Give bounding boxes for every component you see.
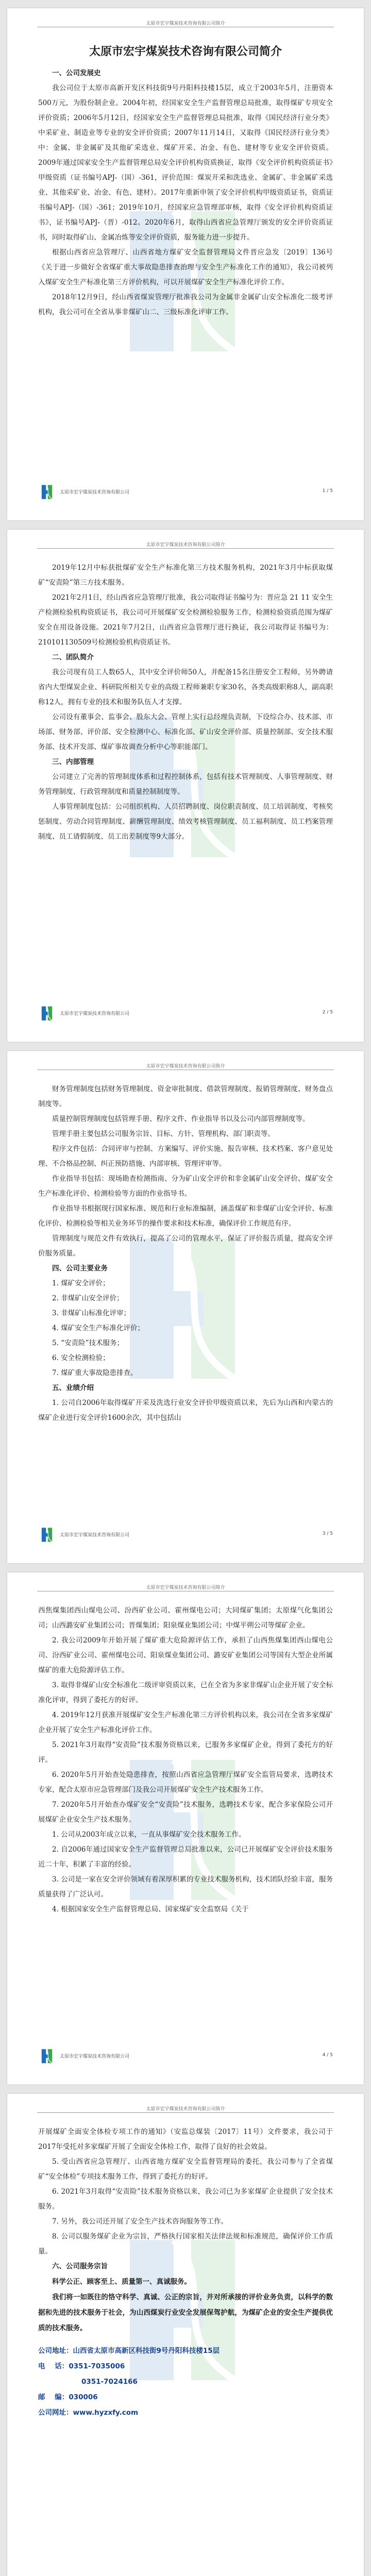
paragraph: 质量控制管理制度包括管理手册、程序文件、作业指导书以及公司内部管理制度等。	[52, 1115, 310, 1123]
section-heading: 一、公司发展史	[52, 69, 101, 77]
footer-company-name: 太原市宏宇煤炭技术咨询有限公司	[60, 490, 130, 495]
paragraph: 根据山西省应急管理厅、山西省地方煤矿安全监督管理局文件晋应急发〔2019〕136号《关于进一步做好全省煤矿重大事故隐患排查治理与安全生产标准化工作的通知》，我公司被列入煤矿安全生产标准化第三方评价机构，可以开展煤矿安全生产标准化评价工作。	[38, 248, 333, 286]
website-label: 公司网址：	[38, 2409, 73, 2417]
paragraph: 财务管理制度包括财务管理制度、资金审批制度、借款管理制度、报销管理制度、财务盘点制度等。	[38, 1085, 333, 1108]
paragraph: 公司设有董事会、监事会、股东大会、管理上实行总经理负责制，下设综合办、技术部、市场部、财务部、评价部、安全检测中心、标准化部、矿山安全评价部、质量控制部、安全技术服务部、技术开发部、煤矿事故调查分析中心等职能部门。	[38, 713, 333, 751]
page-footer	[38, 2047, 333, 2066]
paragraph: 6. 2020年5月开始查处隐患排查，按照山西省应急管理厅煤矿安全监管局要求，选聘技术专家，配合太原市应急管理部门及我公司开展煤矿安全生产技术服务工作。	[38, 1771, 333, 1794]
page-number: 2 / 5	[322, 1010, 333, 1015]
paragraph: 作业指导书包括：现场勘查检测指南、分为矿山安全评价和非金属矿山安全评价、煤矿安全生产标准化评价、检测检验等方面的作业指导书。	[38, 1175, 333, 1198]
list-item: 7. 煤矿重大事故隐患排查。	[52, 1369, 138, 1377]
list-item: 2. 非煤矿山安全评价；	[52, 1294, 124, 1302]
page-footer	[38, 1526, 333, 1545]
paragraph: 8. 公司以服务煤矿企业为宗旨，严格执行国家相关法律法规和标准规范，确保评价工作质量。	[38, 2232, 333, 2256]
page-body	[38, 561, 333, 844]
paragraph: 6. 2021年3月取得“安责险”技术服务资格以来，我公司已为多家煤矿企业提供了安全技术服务。	[38, 2188, 333, 2211]
page-number: 3 / 5	[322, 1531, 333, 1536]
page-2	[7, 530, 364, 1042]
section-heading: 四、公司主要业务	[52, 1264, 108, 1273]
paragraph: 2. 自2006年通过国家安全生产监督管理总局批准以来，公司已开展煤矿安全评价技术服务近二十年，积累了丰富的经验。	[38, 1845, 333, 1869]
page-footer	[38, 483, 333, 502]
page-body	[38, 1082, 333, 1426]
phone-value-2[interactable]: 0351-7024166	[81, 2378, 138, 2386]
paragraph: 5. 2021年3月取得“安责险”技术服务资格以来，已服务多家煤矿企业，得到了委托方的好评。	[38, 1741, 333, 1764]
page-number: 4 / 5	[322, 2053, 333, 2058]
running-header: 太原市宏宇煤炭技术咨询有限公司简介	[146, 543, 225, 548]
paragraph: 2. 我公司2009年开始开展了煤矿重大危险源评估工作，承担了山西焦煤集团西山煤电公司、汾西矿业公司、霍州煤电公司、阳泉煤业集团公司、潞安矿业集团公司等国有大型企业所属煤矿的重大危险源评估工作。	[38, 1636, 333, 1674]
contact-address-row	[38, 2343, 333, 2359]
running-header: 太原市宏宇煤炭技术咨询有限公司简介	[146, 1064, 225, 1069]
page-number: 1 / 5	[322, 488, 333, 494]
paragraph: 公司建立了完善的管理制度体系和过程控制体系，包括有技术管理制度、人事管理制度、财务管理制度、行政管理制度和质量控制制度等。	[38, 773, 333, 796]
list-item: 6. 安全检测检验；	[52, 1354, 110, 1362]
company-logo-icon	[38, 483, 56, 501]
section-heading: 二、团队简介	[52, 653, 94, 662]
header-divider	[37, 2112, 334, 2113]
list-item: 4. 煤矿安全生产标准化评价；	[52, 1324, 145, 1332]
paragraph: 我公司位于太原市高新开发区科技街9号丹阳科技楼15层，成立于2003年5月，注册资本500万元，为股份制企业。2004年初，经国家安全生产监督管理总局批准，取得煤矿专项安全评价资质；2006年5月12日，经国家安全生产监督管理总局批准，取得《国民经济行业分类》中采矿业、制造业等专业的安全评价资质；2007年11月14日，又取得《国民经济行业分类》中：金属、非金属矿及其他矿采选业、煤矿开采、冶金、有色、建材等专业安全评价资质。2009年通过国家安全生产监督管理总局安全评价机构资质换证，取得《安全评价机构资质证书》甲级资质（证书编号APJ-（国）-361，评价范围：煤炭开采和洗选业、金属矿、非金属矿采选业、其他采矿业、冶金、有色、建材）。2017年重新申领了安全评价机构甲级资质证书，资质证书编号APJ-（国）-361；2019年10月，经国家应急管理部审核，取得《安全评价机构资质证书》，证书编号APJ-（晋）-012。2020年6月，取得山西省应急管理厅颁发的安全评价资质证书，同时取得矿山、金属冶炼等安全评价资质，服务能力进一步提升。	[38, 84, 333, 242]
page-4	[7, 1572, 364, 2084]
list-item: 1. 煤矿安全评价；	[52, 1279, 110, 1287]
page-body	[38, 39, 333, 320]
company-logo-icon	[38, 1526, 56, 1544]
page-body	[38, 1603, 333, 1917]
address-value: 山西省太原市高新区科技街9号丹阳科技楼15层	[73, 2347, 220, 2355]
running-header: 太原市宏宇煤炭技术咨询有限公司简介	[146, 1585, 225, 1590]
page-1	[7, 8, 364, 520]
footer-company-name: 太原市宏宇煤炭技术咨询有限公司	[60, 1533, 130, 1538]
contact-postcode-row	[38, 2389, 333, 2405]
postcode-label: 邮 编：	[38, 2393, 69, 2401]
service-motto: 科学公正、顾客至上、质量第一、真诚服务。	[52, 2278, 191, 2286]
paragraph: 2021年2月1日，经山西省应急管理厅批准，我公司取得证书编号为：晋应急 21 11 安全生产检测检验机构资质证书，我公司可开展煤矿安全检测检验服务工作，检测检验资质范围为煤矿安全在用设备设施。2021年7月2日，山西省应急管理厅进行换证，我公司取得证书编号为：210101130509号检测检验机构资质证书。	[38, 594, 333, 647]
paragraph: 程序文件包括：合同评审与控制、方案编写、评价实施、报告审核、技术档案、客户意见处理、不合格品控制、纠正预防措施、内部审核、管理评审等。	[38, 1145, 333, 1168]
list-item: 5. “安责险”技术服务；	[52, 1339, 124, 1347]
contact-phone-row-2	[38, 2374, 333, 2389]
contact-block	[38, 2343, 333, 2420]
paragraph: 7. 另外，我公司还开展了安全生产技术咨询服务等工作。	[52, 2217, 228, 2226]
company-logo-icon	[38, 2047, 56, 2065]
contact-website-row	[38, 2405, 333, 2420]
footer-company-name: 太原市宏宇煤炭技术咨询有限公司	[60, 2054, 130, 2059]
page-footer	[38, 1005, 333, 1023]
paragraph: 2019年12月中标获批煤矿安全生产标准化第三方技术服务机构，2021年3月中标获取煤矿“安责险”第三方技术服务。	[38, 564, 333, 587]
section-heading: 三、内部管理	[52, 758, 94, 766]
contact-phone-row	[38, 2359, 333, 2374]
service-commitment: 我们将一如既往的恪守科学、真诚、公正的宗旨，并对所承接的评价业务负责，以科学的数据和先进的技术服务于社会，为山西煤炭行业安全发展保驾护航，为煤矿企业的安全生产提供优质的技术服务。	[38, 2293, 333, 2332]
paragraph: 7. 2020年5月开始查办煤矿安全“安责险”技术服务，选聘技术专家，配合多家保险公司开展煤矿企业安全生产技术服务。	[38, 1801, 333, 1824]
document-title: 太原市宏宇煤炭技术咨询有限公司简介	[89, 45, 282, 58]
paragraph: 2018年12月9日，经山西省煤炭管理厅批准我公司为金属非金属矿山安全标准化二级考评机构，我公司可在全省从事非煤矿山二、三级标准化评审工作。	[38, 293, 333, 316]
section-heading: 六、公司服务宗旨	[52, 2262, 108, 2270]
paragraph: 3. 取得非煤矿山安全标准化二级评审资质以来，已在全省为多家非煤矿山企业开展了安全标准化评审，得到了委托方的好评。	[38, 1681, 333, 1704]
phone-label: 电 话：	[38, 2362, 69, 2370]
paragraph: 1. 公司自2006年取得煤矿开采及洗选行业安全评价甲级资质以来，先后为山西和内蒙古的煤矿企业进行安全评价1600余次，其中包括山	[38, 1399, 333, 1422]
running-header: 太原市宏宇煤炭技术咨询有限公司简介	[146, 2107, 225, 2112]
paragraph: 管理制度与规范文件有效执行，提高了公司的管理水平，保证了评价报告质量，提高安全评价服务质量。	[38, 1234, 333, 1258]
section-heading: 五、业绩介绍	[52, 1384, 94, 1392]
paragraph: 人事管理制度包括：公司组织机构、人员招聘制度、岗位职责制度、员工培训制度、考核奖惩制度、劳动合同管理制度、薪酬管理制度、绩效考核管理制度、员工福利制度、员工档案管理制度、员工请假制度、员工出差制度等9大部分。	[38, 803, 333, 841]
page-3	[7, 1051, 364, 1563]
company-logo-icon	[38, 1005, 56, 1022]
paragraph: 西焦煤集团西山煤电公司、汾西矿业公司、霍州煤电公司；大同煤矿集团；太原煤气化集团公司；山西潞安矿业集团公司；晋煤集团；阳泉煤业集团公司；中煤平朔公司等煤矿企业。	[38, 1606, 333, 1630]
paragraph: 4. 根据国家安全生产监督管理总局、国家煤矿安全监察局《关于	[52, 1905, 249, 1913]
address-label: 公司地址：	[38, 2347, 73, 2355]
page-5	[7, 2094, 364, 2576]
header-divider	[37, 548, 334, 549]
paragraph: 1. 公司从2003年成立以来，一直从事煤矿安全技术服务工作。	[52, 1831, 246, 1839]
paragraph: 我公司现有员工人数65人，其中安全评价师50人，并配备15名注册安全工程师，另外聘请省内大型煤炭企业、科研院所相关专业的高级工程师兼职专家30名，各类高级职称8人，副高职称12人，拥有专业的技术和服务队伍人才支撑。	[38, 668, 333, 706]
footer-company-name: 太原市宏宇煤炭技术咨询有限公司	[60, 1011, 130, 1016]
paragraph: 开展煤矿全面安全体检专项工作的通知》（安监总煤装〔2017〕11号）文件要求，我公司于2017年受托对多家煤矿开展了全面安全体检工作，取得了良好的社会效益。	[38, 2128, 333, 2151]
paragraph: 作业指导书根据现行国家标准、规范和行业标准编制，涵盖煤矿和非煤矿山安全评价、标准化评价、检测检验等相关业务环节的操作要求和技术标准，确保评价工作规范有序。	[38, 1205, 333, 1228]
postcode-value: 030006	[69, 2393, 98, 2401]
page-body	[38, 2125, 333, 2420]
paragraph: 管理手册主要包括公司服务宗旨、目标、方针、管理机构、部门职责等。	[52, 1130, 275, 1138]
running-header: 太原市宏宇煤炭技术咨询有限公司简介	[146, 21, 225, 26]
paragraph: 5. 受山西省应急管理厅、山西省地方煤矿安全监督管理局的委托，我公司参与了全省煤矿“安全体检”专项技术服务工作，得到了委托方的好评。	[38, 2158, 333, 2181]
paragraph: 4. 2019年12月获准开展煤矿安全生产标准化第三方评价机构以来，我公司在全省多家煤矿企业开展了安全生产标准化评价工作。	[38, 1711, 333, 1734]
list-item: 3. 非煤矿山标准化评审；	[52, 1309, 131, 1317]
phone-value-1[interactable]: 0351-7035006	[69, 2362, 125, 2370]
website-link[interactable]: www.hyzxfy.com	[73, 2409, 139, 2417]
paragraph: 3. 公司是一家在安全评价领域有着深厚积累的专业技术服务机构，技术团队经验丰富，服务质量获得了广泛认可。	[38, 1875, 333, 1899]
